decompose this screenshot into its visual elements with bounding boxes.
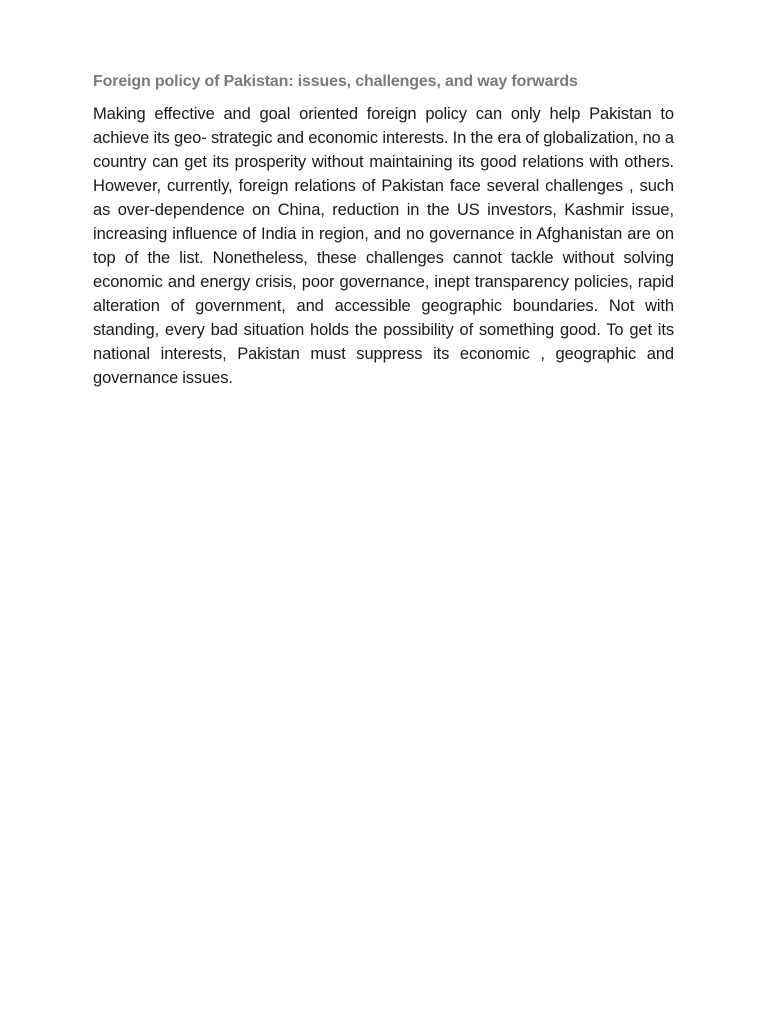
document-content <box>93 70 674 390</box>
document-paragraph: Making effective and goal oriented foreign policy can only help Pakistan to achieve its geo- strategic and economic interests. In the era of globalization, no a country can get its prosperity without maintaining its good relations with others. However, currently, foreign relations of Pakistan face several challenges , such as over-dependence on China, reduction in the US investors, Kashmir issue, increasing influence of India in region, and no governance in Afghanistan are on top of the list. Nonetheless, these challenges cannot tackle without solving economic and energy crisis, poor governance, inept transparency policies, rapid alteration of government, and accessible geographic boundaries. Not with standing, every bad situation holds the possibility of something good. To get its national interests, Pakistan must suppress its economic , geographic and governance issues. <box>93 105 674 387</box>
document-heading: Foreign policy of Pakistan: issues, challenges, and way forwards <box>93 73 578 90</box>
